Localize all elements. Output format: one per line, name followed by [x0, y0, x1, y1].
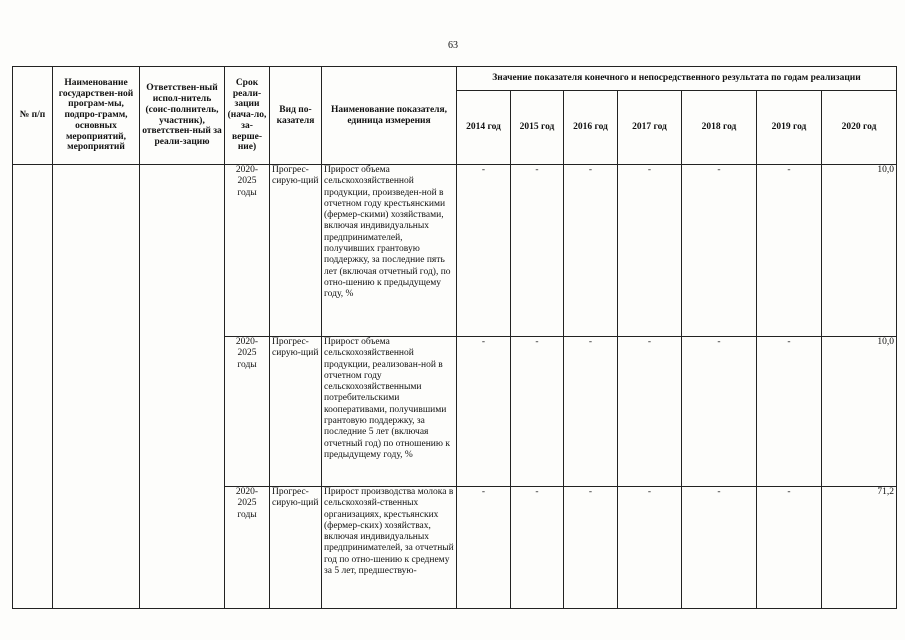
header-responsible: Ответствен-ный испол-нитель (соис-полнитель, участник), ответствен-ный за реали-зацию	[140, 67, 225, 165]
indicator-cell: Прирост производства молока в сельскохозяй-ственных организациях, крестьянских (фермер-ских) хозяйствах, включая индивидуальных предпринимателей, за отчетный год по отно-шению к среднему за 5 лет, предшествую-	[322, 487, 457, 609]
type-cell: Прогрес-сирую-щий	[270, 337, 322, 487]
value-cell: -	[618, 165, 682, 337]
header-year: 2015 год	[511, 91, 564, 165]
value-cell: -	[564, 165, 618, 337]
header-year: 2014 год	[457, 91, 511, 165]
value-cell: -	[564, 337, 618, 487]
indicator-cell: Прирост объема сельскохозяйственной продукции, реализован-ной в отчетном году сельскохозяйственными потребительскими кооперативами, получившими грантовую поддержку, за последние 5 лет (включая отчетный год) по отношению к предыдущему году, %	[322, 337, 457, 487]
header-year: 2016 год	[564, 91, 618, 165]
indicator-cell: Прирост объема сельскохозяйственной продукции, произведен-ной в отчетном году крестьянскими (фермер-скими) хозяйствами, включая индивидуальных предпринимателей, получивших грантовую поддержку, за последние пять лет (включая отчетный год), по отно-шению к предыдущему году, %	[322, 165, 457, 337]
header-num: № п/п	[13, 67, 53, 165]
type-cell: Прогрес-сирую-щий	[270, 165, 322, 337]
header-year: 2019 год	[757, 91, 822, 165]
page-number: 63	[448, 40, 458, 51]
value-cell: -	[457, 337, 511, 487]
value-cell: -	[757, 165, 822, 337]
header-year: 2017 год	[618, 91, 682, 165]
value-cell: -	[511, 165, 564, 337]
value-cell: -	[682, 487, 757, 609]
responsible-cell	[140, 165, 225, 609]
value-cell: -	[511, 337, 564, 487]
value-cell: 10,0	[822, 165, 897, 337]
period-cell: 2020-2025 годы	[225, 337, 270, 487]
program-cell	[53, 165, 140, 609]
type-cell: Прогрес-сирую-щий	[270, 487, 322, 609]
header-indicator: Наименование показателя, единица измерения	[322, 67, 457, 165]
value-cell: -	[618, 487, 682, 609]
period-cell: 2020-2025 годы	[225, 487, 270, 609]
value-cell: -	[757, 337, 822, 487]
indicators-table	[12, 66, 897, 609]
value-cell: -	[618, 337, 682, 487]
header-year: 2020 год	[822, 91, 897, 165]
value-cell: -	[682, 337, 757, 487]
header-year: 2018 год	[682, 91, 757, 165]
value-cell: -	[457, 165, 511, 337]
header-values-group: Значение показателя конечного и непосредственного результата по годам реализации	[457, 67, 897, 91]
value-cell: 71,2	[822, 487, 897, 609]
header-type: Вид по-казателя	[270, 67, 322, 165]
header-period: Срок реали-зации (нача-ло, за-верше-ние)	[225, 67, 270, 165]
value-cell: -	[682, 165, 757, 337]
value-cell: -	[457, 487, 511, 609]
table-row	[13, 165, 897, 337]
header-program: Наименование государствен-ной програм-мы, подпро-грамм, основных мероприятий, мероприятий	[53, 67, 140, 165]
value-cell: -	[511, 487, 564, 609]
value-cell: 10,0	[822, 337, 897, 487]
num-cell	[13, 165, 53, 609]
value-cell: -	[757, 487, 822, 609]
period-cell: 2020-2025 годы	[225, 165, 270, 337]
value-cell: -	[564, 487, 618, 609]
